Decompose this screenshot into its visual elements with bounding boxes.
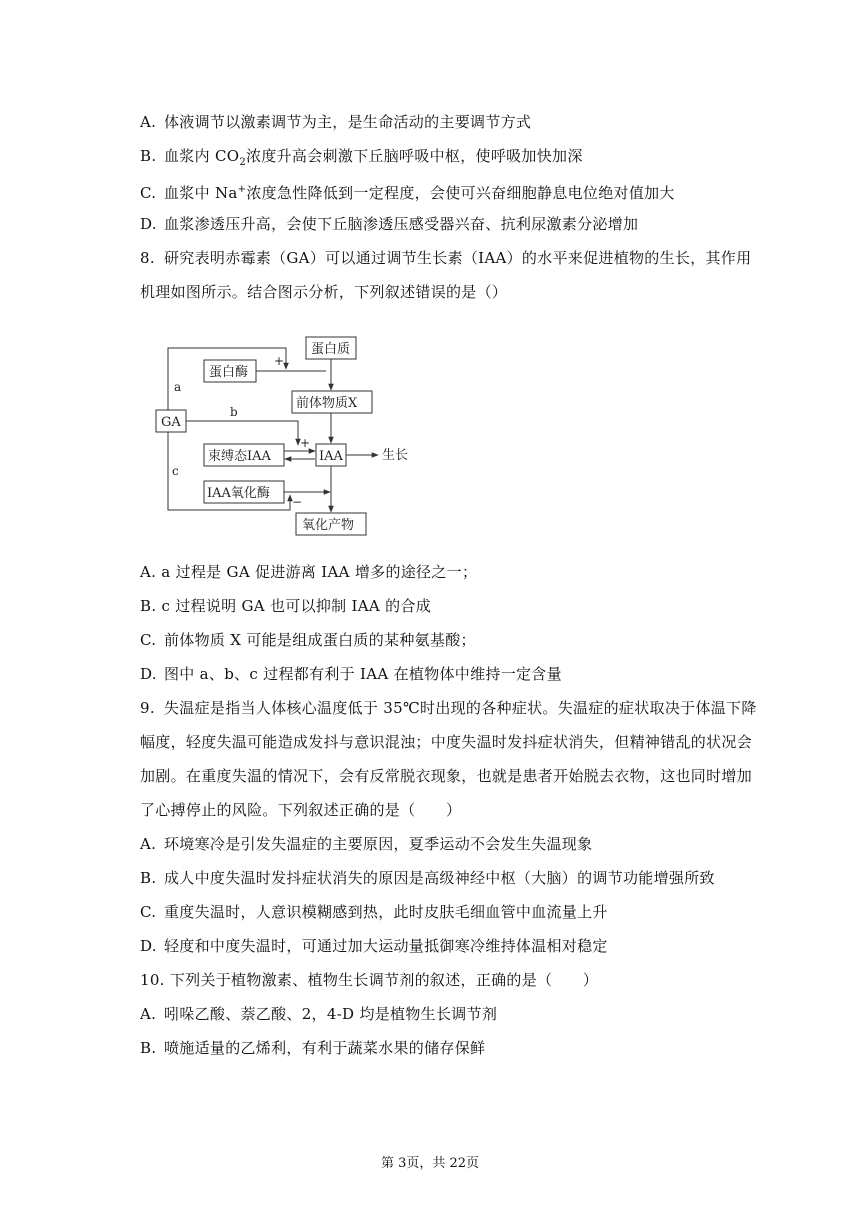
q10-option-b: B. 喷施适量的乙烯利，有利于蔬菜水果的储存保鲜 <box>140 1039 486 1057</box>
q9-stem-line1: 9. 失温症是指当人体核心温度低于 35℃时出现的各种症状。失温症的症状取决于体温下降 <box>140 699 757 717</box>
path-b <box>186 421 298 445</box>
q9-stem-line2: 幅度，轻度失温可能造成发抖与意识混浊；中度失温时发抖症状消失，但精神错乱的状况会 <box>140 733 753 751</box>
label-growth: 生长 <box>382 448 409 463</box>
q9-option-a: A. 环境寒冷是引发失温症的主要原因，夏季运动不会发生失温现象 <box>140 835 593 853</box>
q7-option-d: D. 血浆渗透压升高，会使下丘脑渗透压感受器兴奋、抗利尿激素分泌增加 <box>140 215 639 233</box>
label-precursor: 前体物质X <box>296 396 358 411</box>
label-c: c <box>172 464 179 478</box>
minus-sign-c: − <box>292 495 303 509</box>
label-b: b <box>230 405 238 419</box>
q8-option-b: B. c 过程说明 GA 也可以抑制 IAA 的合成 <box>140 597 432 615</box>
q10-option-a: A. 吲哚乙酸、萘乙酸、2，4-D 均是植物生长调节剂 <box>140 1005 498 1023</box>
label-iaa-oxidase: IAA氧化酶 <box>207 486 270 501</box>
q7-option-b: B. 血浆内 $CO_2$浓度升高会刺激下丘脑呼吸中枢，使呼吸加快加深 <box>140 147 583 168</box>
label-oxidation-product: 氧化产物 <box>302 518 355 533</box>
label-bound-iaa: 束缚态IAA <box>208 449 271 464</box>
q8-stem-line2: 机理如图所示。结合图示分析，下列叙述错误的是（） <box>140 283 508 301</box>
label-ga: GA <box>161 415 181 430</box>
q8-stem-line1: 8. 研究表明赤霉素（GA）可以通过调节生长素（IAA）的水平来促进植物的生长，其作用 <box>140 249 752 267</box>
q9-option-c: C. 重度失温时，人意识模糊感到热，此时皮肤毛细血管中血流量上升 <box>140 903 608 921</box>
label-protein: 蛋白质 <box>311 342 351 357</box>
q7-option-c: C. 血浆中 Na+浓度急性降低到一定程度，会使可兴奋细胞静息电位绝对值加大 <box>140 184 675 202</box>
q7-option-a: A. 体液调节以激素调节为主，是生命活动的主要调节方式 <box>140 113 532 131</box>
plus-sign-b: + <box>300 436 311 450</box>
q9-option-d: D. 轻度和中度失温时，可通过加大运动量抵御寒冷维持体温相对稳定 <box>140 937 608 955</box>
q8-option-a: A. a 过程是 GA 促进游离 IAA 增多的途径之一； <box>140 563 478 581</box>
label-a: a <box>174 380 182 394</box>
q8-option-d: D. 图中 a、b、c 过程都有利于 IAA 在植物体中维持一定含量 <box>140 665 562 683</box>
plus-sign-a: + <box>274 354 285 368</box>
q9-stem-line4: 了心搏停止的风险。下列叙述正确的是（ ） <box>140 801 462 819</box>
page-footer: 第 3页，共 22页 <box>380 1156 480 1171</box>
q10-stem: 10. 下列关于植物激素、植物生长调节剂的叙述，正确的是（ ） <box>140 971 599 989</box>
label-protease: 蛋白酶 <box>209 365 249 380</box>
label-iaa: IAA <box>319 449 343 464</box>
q8-option-c: C. 前体物质 X 可能是组成蛋白质的某种氨基酸； <box>140 631 476 649</box>
q9-stem-line3: 加剧。在重度失温的情况下，会有反常脱衣现象，也就是患者开始脱去衣物，这也同时增加 <box>140 767 753 785</box>
ga-iaa-mechanism-diagram <box>150 335 430 540</box>
q9-option-b: B. 成人中度失温时发抖症状消失的原因是高级神经中枢（大脑）的调节功能增强所致 <box>140 869 715 887</box>
